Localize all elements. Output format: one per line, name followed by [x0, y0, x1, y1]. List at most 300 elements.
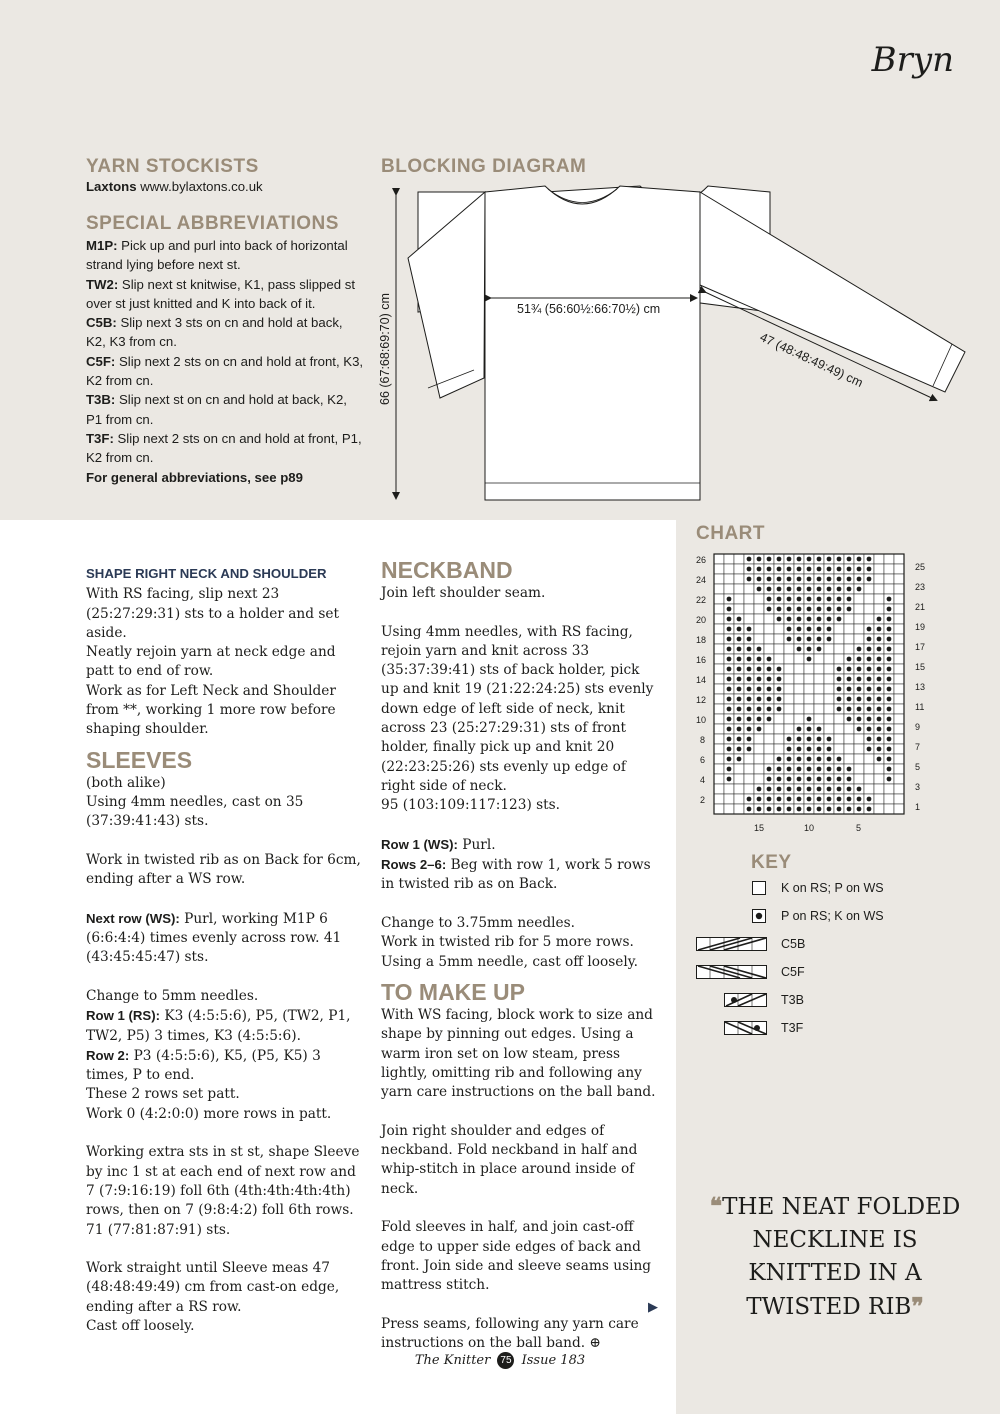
- purl-dot: [847, 707, 852, 712]
- chart-cell: [894, 624, 904, 634]
- purl-dot: [817, 617, 822, 622]
- purl-dot: [767, 697, 772, 702]
- purl-dot: [797, 597, 802, 602]
- purl-dot: [747, 557, 752, 562]
- sleeves-para: [86, 909, 366, 968]
- chart-cell: [714, 804, 724, 814]
- pull-quote: [700, 1190, 970, 1324]
- purl-dot: [797, 567, 802, 572]
- chart-cell: [864, 604, 874, 614]
- purl-dot: [867, 667, 872, 672]
- chart-cell: [764, 754, 774, 764]
- purl-dot: [887, 647, 892, 652]
- purl-dot: [777, 787, 782, 792]
- purl-dot: [727, 607, 732, 612]
- length-label: 66 (67:68:69:70) cm: [378, 293, 392, 405]
- purl-dot: [737, 647, 742, 652]
- to-make-up-heading: TO MAKE UP: [381, 978, 525, 1005]
- purl-dot: [877, 707, 882, 712]
- purl-dot: [787, 597, 792, 602]
- purl-dot: [727, 747, 732, 752]
- purl-dot: [747, 687, 752, 692]
- purl-dot: [867, 797, 872, 802]
- purl-dot: [827, 797, 832, 802]
- purl-dot: [817, 777, 822, 782]
- chart-cell: [724, 564, 734, 574]
- purl-dot: [727, 657, 732, 662]
- chart-cell: [864, 784, 874, 794]
- purl-dot: [777, 707, 782, 712]
- chart-cell: [784, 694, 794, 704]
- purl-dot: [757, 667, 762, 672]
- purl-dot: [877, 667, 882, 672]
- abbreviation-item: [86, 352, 366, 391]
- purl-dot: [837, 777, 842, 782]
- chart-cell: [734, 604, 744, 614]
- chart-cell: [714, 664, 724, 674]
- purl-dot: [807, 807, 812, 812]
- purl-dot: [757, 567, 762, 572]
- t3f-twist-icon: [724, 1021, 768, 1035]
- purl-dot: [727, 647, 732, 652]
- purl-dot: [837, 587, 842, 592]
- purl-dot: [827, 607, 832, 612]
- purl-dot: [847, 697, 852, 702]
- purl-dot: [837, 567, 842, 572]
- make-up-para: With WS facing, block work to size and shape by pinning out edges. Using a warm iron set on low steam, press lightly, omitting rib and following any yarn care instructions on the ball band.: [381, 1006, 656, 1101]
- purl-dot: [727, 697, 732, 702]
- purl-dot: [877, 677, 882, 682]
- purl-dot: [797, 807, 802, 812]
- purl-dot: [867, 557, 872, 562]
- chart-cell: [774, 734, 784, 744]
- chart-cell: [854, 594, 864, 604]
- chart-cell: [854, 744, 864, 754]
- purl-dot: [727, 767, 732, 772]
- chart-cell: [714, 724, 724, 734]
- chart-cell: [894, 664, 904, 674]
- sleeves-para: Using 4mm needles, cast on 35 (37:39:41:43) sts.: [86, 793, 304, 830]
- purl-dot: [737, 657, 742, 662]
- purl-dot: [737, 737, 742, 742]
- chart-cell: [824, 724, 834, 734]
- purl-dot: [787, 747, 792, 752]
- chart-cell: [714, 774, 724, 784]
- purl-dot: [817, 637, 822, 642]
- chart-cell: [894, 644, 904, 654]
- purl-dot: [757, 807, 762, 812]
- purl-dot: [817, 737, 822, 742]
- chart-cell: [754, 774, 764, 784]
- chart-cell: [754, 754, 764, 764]
- chart-cell: [854, 734, 864, 744]
- abbreviation-term: TW2:: [86, 276, 119, 292]
- purl-dot: [867, 657, 872, 662]
- purl-dot: [857, 727, 862, 732]
- chart-cell: [784, 644, 794, 654]
- purl-dot: [867, 637, 872, 642]
- purl-dot: [737, 637, 742, 642]
- chart-cell: [724, 574, 734, 584]
- purl-dot: [847, 777, 852, 782]
- chart-cell: [744, 614, 754, 624]
- chart-cell: [774, 644, 784, 654]
- chart-cell: [714, 634, 724, 644]
- purl-dot: [837, 707, 842, 712]
- purl-dot: [787, 637, 792, 642]
- chart-cell: [894, 654, 904, 664]
- purl-dot: [817, 797, 822, 802]
- chart-cell: [714, 614, 724, 624]
- chart-cell: [844, 614, 854, 624]
- purl-dot: [767, 557, 772, 562]
- purl-dot: [887, 637, 892, 642]
- stitch-chart: [690, 548, 930, 838]
- purl-dot: [777, 617, 782, 622]
- chart-cell: [714, 564, 724, 574]
- purl-dot: [867, 677, 872, 682]
- purl-dot: [867, 727, 872, 732]
- chart-cell: [854, 624, 864, 634]
- neckband-para: Join left shoulder seam.: [381, 585, 546, 601]
- chart-cell: [794, 704, 804, 714]
- purl-dot: [827, 807, 832, 812]
- chart-cell: [844, 644, 854, 654]
- chart-cell: [794, 664, 804, 674]
- purl-dot: [807, 557, 812, 562]
- make-up-para: Join right shoulder and edges of neckband. Fold neckband in half and whip-stitch in place around inside of neck.: [381, 1122, 638, 1197]
- abbreviations-list: [86, 236, 366, 487]
- chart-cell: [784, 704, 794, 714]
- width-label: 51¾ (56:60½:66:70½) cm: [517, 302, 661, 316]
- chart-cell: [724, 584, 734, 594]
- chart-cell: [834, 744, 844, 754]
- purl-dot: [827, 737, 832, 742]
- purl-dot: [747, 797, 752, 802]
- chart-cell: [854, 774, 864, 784]
- chart-row-label: 2: [700, 795, 706, 805]
- key-label: C5F: [781, 965, 805, 979]
- purl-dot: [727, 687, 732, 692]
- chart-cell: [844, 724, 854, 734]
- purl-dot: [877, 717, 882, 722]
- c5f-cable-icon: [696, 965, 768, 979]
- chart-row-label: 25: [915, 562, 926, 572]
- chart-cell: [764, 624, 774, 634]
- chart-cell: [714, 794, 724, 804]
- purl-dot: [777, 777, 782, 782]
- purl-dot: [787, 787, 792, 792]
- purl-dot: [757, 577, 762, 582]
- purl-dot: [857, 657, 862, 662]
- abbreviation-text: Slip next 3 sts on cn and hold at back, K2, K3 from cn.: [86, 315, 343, 350]
- purl-dot: [737, 667, 742, 672]
- chart-cell: [734, 764, 744, 774]
- purl-dot: [837, 577, 842, 582]
- purl-dot: [747, 667, 752, 672]
- purl-dot: [757, 697, 762, 702]
- purl-dot: [767, 577, 772, 582]
- purl-dot: [777, 687, 782, 692]
- purl-dot: [847, 797, 852, 802]
- chart-row-label: 15: [915, 662, 926, 672]
- chart-cell: [714, 754, 724, 764]
- purl-dot: [877, 637, 882, 642]
- purl-dot: [827, 767, 832, 772]
- purl-dot: [817, 577, 822, 582]
- abbreviation-term: C5F:: [86, 353, 116, 369]
- purl-dot: [797, 577, 802, 582]
- purl-dot: [747, 717, 752, 722]
- purl-dot: [817, 597, 822, 602]
- chart-cell: [894, 564, 904, 574]
- chart-cell: [894, 784, 904, 794]
- purl-dot: [827, 577, 832, 582]
- make-up-para: [381, 1315, 661, 1354]
- chart-row-label: 5: [915, 762, 921, 772]
- purl-dot: [887, 617, 892, 622]
- chart-cell: [764, 744, 774, 754]
- purl-dot: [887, 687, 892, 692]
- chart-cell: [744, 764, 754, 774]
- purl-dot: [737, 757, 742, 762]
- sleeves-para: Working extra sts in st st, shape Sleeve by inc 1 st at each end of next row and 7 (7:9:16:19) foll 6th (4th:4th:4th:4th) rows, then on 7 (9:8:4:2) foll 6th rows. 71 (77:81:87:91) sts.: [86, 1144, 360, 1238]
- purl-dot: [857, 567, 862, 572]
- chart-cell: [734, 784, 744, 794]
- purl-dot: [787, 777, 792, 782]
- chart-cell: [854, 614, 864, 624]
- purl-dot: [857, 717, 862, 722]
- purl-stitch-icon: [752, 909, 766, 923]
- purl-dot: [777, 577, 782, 582]
- chart-col-label: 5: [856, 823, 862, 833]
- chart-cell: [854, 604, 864, 614]
- chart-cell: [844, 754, 854, 764]
- chart-cell: [804, 674, 814, 684]
- chart-cell: [894, 734, 904, 744]
- purl-dot: [777, 757, 782, 762]
- abbreviation-text: Slip next st knitwise, K1, pass slipped st over st just knitted and K into back of it.: [86, 276, 355, 311]
- chart-row-label: 3: [915, 782, 921, 792]
- chart-cell: [814, 664, 824, 674]
- purl-dot: [847, 657, 852, 662]
- purl-dot: [887, 737, 892, 742]
- purl-dot: [877, 727, 882, 732]
- chart-cell: [864, 584, 874, 594]
- purl-dot: [847, 807, 852, 812]
- sleeves-para: (both alike): [86, 774, 166, 791]
- row-label: Next row (WS):: [86, 910, 180, 926]
- purl-dot: [817, 787, 822, 792]
- purl-dot: [857, 807, 862, 812]
- purl-dot: [747, 647, 752, 652]
- chart-cell: [874, 784, 884, 794]
- purl-dot: [807, 647, 812, 652]
- chart-cell: [734, 804, 744, 814]
- chart-cell: [744, 784, 754, 794]
- purl-dot: [727, 637, 732, 642]
- sleeves-para: Work in twisted rib as on Back for 6cm, ending after a WS row.: [86, 851, 361, 888]
- make-up-para: Fold sleeves in half, and join cast-off edge to upper side edges of back and front. Join side and sleeve seams using mattress stitch.: [381, 1219, 652, 1294]
- purl-dot: [807, 767, 812, 772]
- chart-cell: [734, 774, 744, 784]
- footer-magazine: The Knitter: [414, 1353, 491, 1368]
- purl-dot: [767, 667, 772, 672]
- neckband-para: Work in twisted rib for 5 more rows.: [381, 934, 634, 951]
- purl-dot: [747, 577, 752, 582]
- chart-cell: [774, 624, 784, 634]
- chart-cell: [734, 564, 744, 574]
- chart-row-label: 4: [700, 775, 706, 785]
- purl-dot: [767, 687, 772, 692]
- purl-dot: [817, 757, 822, 762]
- purl-dot: [887, 657, 892, 662]
- chart-cell: [774, 654, 784, 664]
- chart-cell: [734, 574, 744, 584]
- chart-row-label: 1: [915, 802, 921, 812]
- chart-cell: [714, 624, 724, 634]
- purl-dot: [827, 617, 832, 622]
- chart-cell: [764, 614, 774, 624]
- purl-dot: [867, 707, 872, 712]
- chart-cell: [834, 714, 844, 724]
- purl-dot: [837, 677, 842, 682]
- chart-row-label: 26: [696, 555, 707, 565]
- purl-dot: [887, 667, 892, 672]
- purl-dot: [737, 747, 742, 752]
- chart-cell: [714, 714, 724, 724]
- purl-dot: [837, 807, 842, 812]
- sweater-body: [485, 186, 700, 500]
- stockist-url: www.bylaxtons.co.uk: [136, 179, 263, 194]
- abbreviation-term: M1P:: [86, 238, 118, 253]
- purl-dot: [827, 787, 832, 792]
- chart-cell: [894, 754, 904, 764]
- purl-dot: [787, 767, 792, 772]
- chart-cell: [744, 774, 754, 784]
- purl-dot: [837, 787, 842, 792]
- blocking-diagram: [370, 180, 980, 510]
- row-text: P3 (4:5:5:6), K5, (P5, K5) 3 times, P to end.: [86, 1047, 321, 1084]
- purl-dot: [827, 587, 832, 592]
- purl-dot: [827, 747, 832, 752]
- chart-cell: [884, 564, 894, 574]
- purl-dot: [887, 697, 892, 702]
- purl-dot: [857, 587, 862, 592]
- purl-dot: [797, 777, 802, 782]
- row-text: K3 (4:5:5:6), P5, (TW2, P1, TW2, P5) 3 times, K3 (4:5:5:6).: [86, 1008, 351, 1044]
- purl-dot: [817, 627, 822, 632]
- chart-cell: [794, 674, 804, 684]
- chart-row-label: 11: [915, 702, 925, 712]
- chart-cell: [824, 664, 834, 674]
- chart-cell: [804, 684, 814, 694]
- chart-cell: [874, 564, 884, 574]
- row-text: Beg with row 1, work 5 rows in twisted rib as on Back.: [381, 857, 651, 893]
- chart-cell: [844, 734, 854, 744]
- purl-dot: [757, 707, 762, 712]
- purl-dot: [877, 737, 882, 742]
- chart-cell: [884, 554, 894, 564]
- purl-dot: [777, 807, 782, 812]
- chart-cell: [714, 704, 724, 714]
- purl-dot: [807, 627, 812, 632]
- purl-dot: [767, 787, 772, 792]
- chart-cell: [784, 654, 794, 664]
- chart-cell: [714, 594, 724, 604]
- purl-dot: [877, 697, 882, 702]
- chart-cell: [724, 784, 734, 794]
- chart-cell: [864, 614, 874, 624]
- purl-dot: [727, 777, 732, 782]
- column-left: [86, 564, 366, 1336]
- chart-cell: [824, 694, 834, 704]
- purl-dot: [887, 717, 892, 722]
- chart-cell: [764, 734, 774, 744]
- purl-dot: [837, 597, 842, 602]
- chart-cell: [894, 804, 904, 814]
- purl-dot: [777, 557, 782, 562]
- chart-cell: [894, 764, 904, 774]
- row-text: Purl.: [457, 836, 496, 853]
- purl-dot: [847, 717, 852, 722]
- chart-cell: [714, 764, 724, 774]
- chart-cell: [894, 584, 904, 594]
- purl-dot: [797, 757, 802, 762]
- chart-cell: [714, 584, 724, 594]
- chart-cell: [864, 774, 874, 784]
- chart-cell: [784, 724, 794, 734]
- chart-cell: [714, 604, 724, 614]
- chart-cell: [894, 744, 904, 754]
- chart-cell: [714, 554, 724, 564]
- chart-row-label: 17: [915, 642, 926, 652]
- t3b-twist-icon: [724, 993, 768, 1007]
- purl-dot: [887, 627, 892, 632]
- chart-cell: [784, 714, 794, 724]
- chart-cell: [884, 804, 894, 814]
- key-label: C5B: [781, 937, 806, 951]
- chart-cell: [784, 664, 794, 674]
- purl-dot: [767, 587, 772, 592]
- chart-cell: [754, 734, 764, 744]
- chart-cell: [714, 784, 724, 794]
- purl-dot: [817, 587, 822, 592]
- purl-dot: [847, 567, 852, 572]
- purl-dot: [817, 557, 822, 562]
- purl-dot: [747, 677, 752, 682]
- purl-dot: [757, 797, 762, 802]
- chart-cell: [894, 774, 904, 784]
- purl-dot: [767, 797, 772, 802]
- chart-cell: [884, 794, 894, 804]
- purl-dot: [857, 647, 862, 652]
- chart-cell: [794, 684, 804, 694]
- chart-cell: [824, 654, 834, 664]
- purl-dot: [807, 587, 812, 592]
- chart-cell: [894, 684, 904, 694]
- neckband-para: [381, 835, 661, 855]
- open-quote-icon: ❝: [709, 1193, 723, 1220]
- purl-dot: [847, 687, 852, 692]
- purl-dot: [867, 687, 872, 692]
- chart-row-label: 9: [915, 722, 921, 732]
- chart-cell: [874, 804, 884, 814]
- purl-dot: [807, 797, 812, 802]
- purl-dot: [737, 617, 742, 622]
- purl-dot: [797, 737, 802, 742]
- purl-dot: [867, 567, 872, 572]
